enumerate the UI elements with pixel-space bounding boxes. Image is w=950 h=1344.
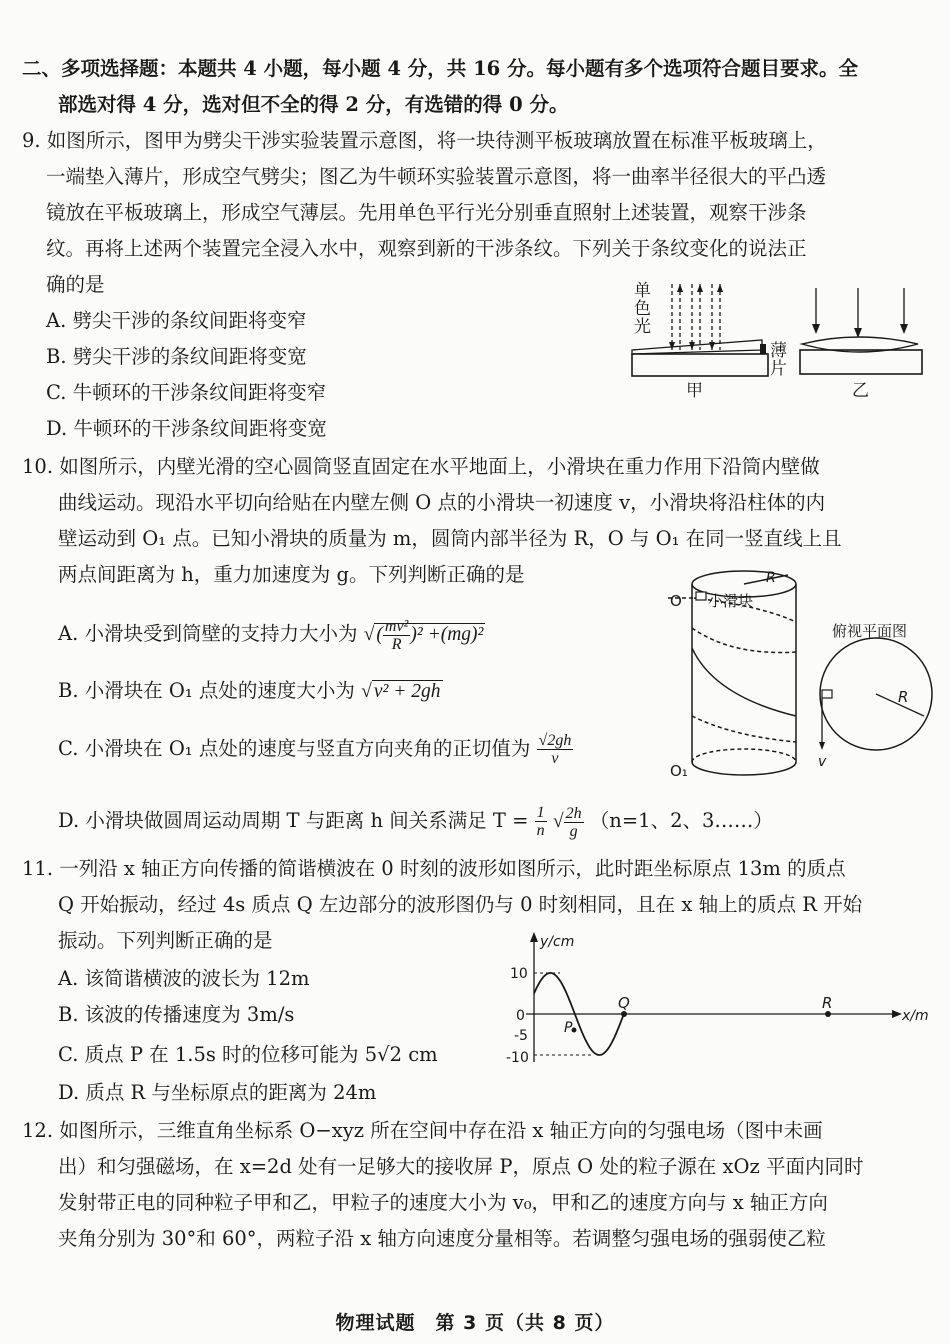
section-header-line2: 部选对得 4 分，选对但不全的得 2 分，有选错的得 0 分。 [58, 93, 569, 116]
top-view [818, 622, 932, 770]
figure-label-b: 乙 [852, 381, 869, 401]
q10-b-expr: v² + 2gh [373, 681, 441, 702]
wedge-apparatus [632, 281, 787, 401]
q12-line: 12. 如图所示，三维直角坐标系 O−xyz 所在空间中存在沿 x 轴正方向的匀强电场（图中未画 [22, 1119, 823, 1142]
label-p: P [564, 1020, 573, 1036]
q10-a-den: R [391, 636, 402, 653]
top-view-label: 俯视平面图 [832, 622, 908, 640]
q10-option-b: B. 小滑块在 O₁ 点处的速度大小为 √ v² + 2gh [58, 679, 441, 702]
q10-option-a: A. 小滑块受到筒壁的支持力大小为 √ ( $\frac{\text{mv²}}{R}$ )² +(mg)² [58, 618, 484, 653]
section-header-line1: 二、多项选择题：本题共 4 小题，每小题 4 分，共 16 分。每小题有多个选项符合题目要求。全 [22, 57, 859, 80]
q10-a-tail: +(mg)² [427, 623, 484, 645]
q10-a-num: mv² [384, 618, 409, 635]
q10-option-a-text: A. 小滑块受到筒壁的支持力大小为 [58, 621, 358, 645]
q10-line: 10. 如图所示，内壁光滑的空心圆筒竖直固定在水平地面上，小滑块在重力作用下沿筒内壁做 [22, 455, 820, 478]
q11-option-b: B. 该波的传播速度为 3m/s [58, 1003, 295, 1026]
q9-figure [620, 278, 940, 406]
block-label: 小滑块 [708, 592, 754, 610]
q9-option-d: D. 牛顿环的干涉条纹间距将变宽 [46, 417, 327, 440]
q10-line: 两点间距离为 h，重力加速度为 g。下列判断正确的是 [58, 563, 525, 586]
q11-option-c: C. 质点 P 在 1.5s 时的位移可能为 5√2 cm [58, 1043, 438, 1066]
q10-d-den2: g [569, 823, 578, 841]
y-axis-label: y/cm [540, 934, 575, 950]
q10-c-den: v [551, 750, 559, 767]
q10-option-c [58, 732, 573, 767]
q10-option-d: D. 小滑块做圆周运动周期 T 与距离 h 间关系满足 T = $\frac{1}{n}$ √ $\frac{2h}{g}$ （n=1、2、3……） [58, 804, 773, 841]
point-o-label: O [670, 592, 682, 610]
sheet-label: 片 [770, 359, 787, 379]
label-q: Q [618, 994, 630, 1012]
light-label: 光 [634, 317, 651, 337]
q10-c-num: √2gh [538, 732, 572, 749]
velocity-label: v [818, 754, 827, 770]
q10-d-num: 1 [536, 804, 545, 821]
q10-figure [662, 566, 944, 780]
q11-option-d: D. 质点 R 与坐标原点的距离为 24m [58, 1081, 377, 1104]
q10-d-num2: 2h [565, 805, 582, 823]
label-r: R [822, 994, 833, 1012]
q10-option-c-text: C. 小滑块在 O₁ 点处的速度与竖直方向夹角的正切值为 [58, 737, 531, 760]
q11-line: 振动。下列判断正确的是 [58, 929, 273, 952]
tick-10: 10 [510, 966, 528, 982]
q9-line: 9. 如图所示，图甲为劈尖干涉实验装置示意图，将一块待测平板玻璃放置在标准平板玻璃上， [22, 129, 827, 152]
q12-line: 夹角分别为 30°和 60°，两粒子沿 x 轴方向速度分量相等。若调整匀强电场的强弱使乙粒 [58, 1227, 826, 1250]
q10-d-den: n [536, 822, 545, 839]
tick-0: 0 [516, 1008, 525, 1024]
q9-option-c: C. 牛顿环的干涉条纹间距将变窄 [46, 381, 327, 404]
q12-line: 出）和匀强磁场，在 x=2d 处有一足够大的接收屏 P，原点 O 处的粒子源在 xOz 平面内同时 [58, 1155, 864, 1178]
q9-line: 纹。再将上述两个装置完全浸入水中，观察到新的干涉条纹。下列关于条纹变化的说法正 [46, 237, 807, 260]
q9-line: 一端垫入薄片，形成空气劈尖；图乙为牛顿环实验装置示意图，将一曲率半径很大的平凸透 [46, 165, 827, 188]
q12-line: 发射带正电的同种粒子甲和乙，甲粒子的速度大小为 v₀，甲和乙的速度方向与 x 轴正方向 [58, 1191, 828, 1214]
q11-option-a: A. 该简谐横波的波长为 12m [58, 967, 310, 990]
q9-option-a: A. 劈尖干涉的条纹间距将变窄 [46, 309, 307, 332]
sheet-label: 薄 [770, 341, 787, 361]
q11-line: Q 开始振动，经过 4s 质点 Q 左边部分的波形图仍与 0 时刻相同，且在 x 轴上的质点 R 开始 [58, 893, 863, 916]
light-label: 色 [634, 299, 651, 319]
q9-line: 镜放在平板玻璃上，形成空气薄层。先用单色平行光分别垂直照射上述装置，观察干涉条 [46, 201, 807, 224]
point-o1-label: O₁ [670, 762, 688, 780]
q10-d-tail: （n=1、2、3……） [589, 809, 773, 832]
page-footer: 物理试题 第 3 页（共 8 页） [335, 1312, 615, 1334]
tick-minus5: -5 [514, 1028, 528, 1044]
q9-option-b: B. 劈尖干涉的条纹间距将变宽 [46, 345, 307, 368]
tick-minus10: -10 [506, 1050, 529, 1066]
q11-wave-figure [500, 928, 936, 1068]
q9-line: 确的是 [46, 273, 105, 296]
q11-line: 11. 一列沿 x 轴正方向传播的简谐横波在 0 时刻的波形如图所示，此时距坐标原点 13m 的质点 [22, 857, 846, 880]
radius-label: R [766, 570, 776, 586]
q10-line: 壁运动到 O₁ 点。已知小滑块的质量为 m，圆筒内部半径为 R，O 与 O₁ 在同一竖直线上且 [58, 527, 842, 550]
light-label: 单 [634, 281, 651, 301]
top-view-radius-label: R [898, 688, 909, 706]
q10-option-d-text: D. 小滑块做圆周运动周期 T 与距离 h 间关系满足 T = [58, 809, 529, 832]
newton-ring-apparatus [800, 288, 922, 401]
figure-label-a: 甲 [686, 381, 703, 401]
q10-option-b-text: B. 小滑块在 O₁ 点处的速度大小为 [58, 679, 355, 702]
x-axis-label: x/m [902, 1008, 929, 1024]
q10-line: 曲线运动。现沿水平切向给贴在内壁左侧 O 点的小滑块一初速度 v，小滑块将沿柱体的内 [58, 491, 826, 514]
